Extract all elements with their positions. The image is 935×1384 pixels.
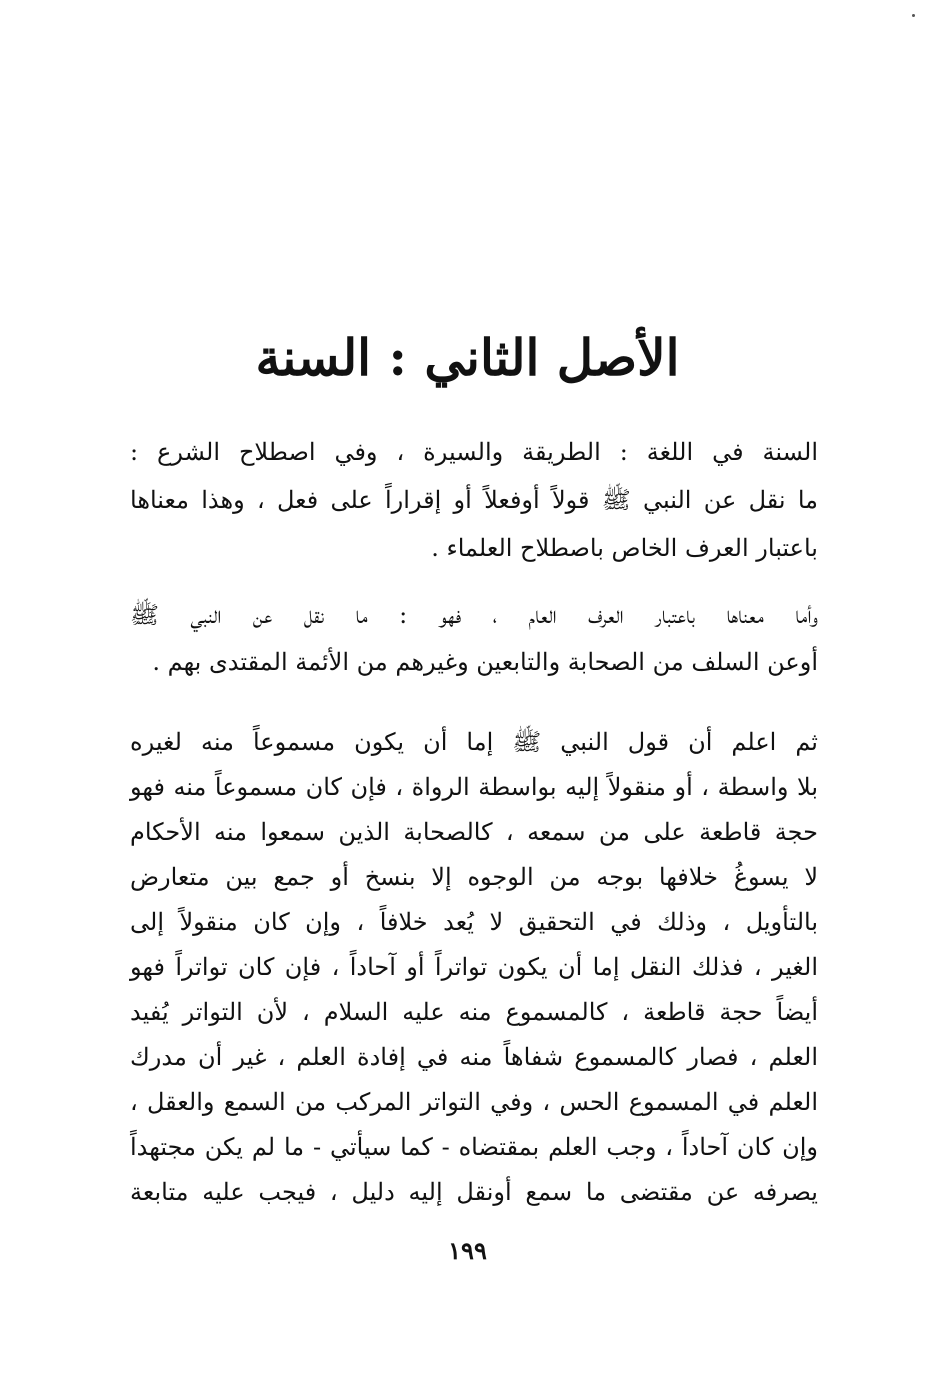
text-line: لا يسوغُ خلافها بوجه من الوجوه إلا بنسخ أو جمع بين متعارض xyxy=(130,863,818,891)
text-line: السنة في اللغة : الطريقة والسيرة ، وفي اصطلاح الشرع : xyxy=(130,438,818,466)
text-line: باعتبار العرف الخاص باصطلاح العلماء . xyxy=(431,534,818,562)
text-line: حجة قاطعة على من سمعه ، كالصحابة الذين سمعوا منه الأحكام xyxy=(130,818,818,846)
text-line: يصرفه عن مقتضى ما سمع أونقل إليه دليل ، فيجب عليه متابعة xyxy=(130,1178,818,1206)
text-line: أيضاً حجة قاطعة ، كالمسموع منه عليه السلام ، لأن التواتر يُفيد xyxy=(130,998,818,1026)
text-line: بالتأويل ، وذلك في التحقيق لا يُعد خلافاً ، وإن كان منقولاً إلى xyxy=(130,908,818,936)
text-line: وأما معناها باعتبار العرف العام ، فهو : ما نقل عن النبي ﷺ xyxy=(130,601,818,629)
text-line: ثم اعلم أن قول النبي ﷺ إما أن يكون مسموعاً منه لغيره xyxy=(130,728,818,756)
page-number: ١٩٩ xyxy=(448,1236,487,1265)
text-line: أوعن السلف من الصحابة والتابعين وغيرهم من الأئمة المقتدى بهم . xyxy=(152,648,818,676)
text-line: العلم في المسموع الحس ، وفي التواتر المركب من السمع والعقل ، xyxy=(130,1088,818,1116)
paragraph-general-meaning xyxy=(130,592,818,686)
text-line: ما نقل عن النبي ﷺ قولاً أوفعلاً أو إقراراً على فعل ، وهذا معناها xyxy=(130,486,818,514)
chapter-title: الأصل الثاني : السنة xyxy=(255,328,680,387)
text-line: الغير ، فذلك النقل إما أن يكون تواتراً أو آحاداً ، فإن كان تواتراً فهو xyxy=(130,953,818,981)
paragraph-transmission xyxy=(130,720,818,1215)
corner-mark xyxy=(912,14,915,17)
paragraph-sunnah-definition xyxy=(130,428,818,572)
text-line: العلم ، فصار كالمسموع شفاهاً منه في إفادة العلم ، غير أن مدرك xyxy=(130,1043,818,1071)
text-line: وإن كان آحاداً ، وجب العلم بمقتضاه - كما سيأتي - ما لم يكن مجتهداً xyxy=(130,1133,818,1161)
text-line: بلا واسطة ، أو منقولاً إليه بواسطة الرواة ، فإن كان مسموعاً منه فهو xyxy=(130,773,818,801)
